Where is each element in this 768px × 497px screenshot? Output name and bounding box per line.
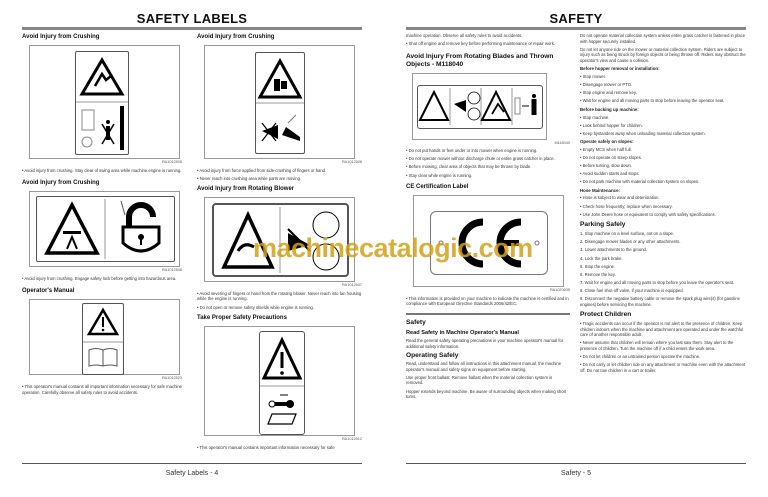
list-item: 4. Lock the park brake. <box>580 255 623 261</box>
warning-decal <box>212 203 349 277</box>
section-heading: Operator's Manual <box>22 288 75 295</box>
page-footer: Safety - 5 <box>561 470 591 477</box>
page-title: SAFETY LABELS <box>136 11 248 26</box>
ce-decal <box>430 211 548 275</box>
list-item: • Do not carry or let children ride on any attachment or machine even with the attachment off. Do not tow children in a cart or trailer. <box>580 362 746 373</box>
warning-decal <box>82 303 124 375</box>
section-heading: Avoid Injury From Rotating Blades and Thrown Objects - M118040 <box>406 52 554 68</box>
list-item: • Empty MCS when half full. <box>580 146 632 152</box>
figure-caption: RA1020635 <box>549 288 570 293</box>
subsection-heading: Operating Safely <box>406 352 459 360</box>
list-item: • Do not park machine with material collection system on slopes. <box>580 179 700 185</box>
warning-decal <box>255 52 305 154</box>
warning-decal <box>259 331 305 435</box>
safety-heading: Safety <box>406 318 426 326</box>
page-footer: Safety Labels - 4 <box>165 470 219 477</box>
section-heading: Take Proper Safety Precautions <box>197 315 287 322</box>
right-page <box>384 0 768 497</box>
operators-manual-label-figure <box>29 299 180 375</box>
warning-decal <box>36 196 175 262</box>
list-item: • Do not let children or an untrained person operate the machine. <box>580 354 701 360</box>
figure-caption: RA1012523 <box>161 376 182 381</box>
left-column <box>22 33 182 398</box>
blades-thrown-objects-icon <box>418 86 541 127</box>
list-item: • Check hose frequently; replace when necessary. <box>580 203 673 209</box>
page-title: SAFETY <box>549 11 603 26</box>
side-crushing-label-figure <box>204 45 355 159</box>
list-item: • Use John Deere hose or equivalent to comply with safety specifications. <box>580 211 716 217</box>
left-column <box>406 33 570 402</box>
list-item: 8. Close fuel shut-off valve, if your machine is equipped. <box>580 287 684 293</box>
section-rule <box>406 313 570 315</box>
figure-caption: RA1012508 <box>161 268 182 273</box>
list-item: 3. Lower attachments to the ground. <box>580 247 648 253</box>
ce-certification-label-figure <box>413 195 564 287</box>
body-text: Use proper front ballast. Remove ballast when the material collection system is removed. <box>406 374 553 386</box>
figure-caption: RA1012512 <box>341 437 362 442</box>
subsection-heading: Operate safely on slopes: <box>580 139 634 145</box>
body-text: Do not operate material collection system unless entire grass catcher is fastened in place with hopper securely installed. <box>580 33 746 44</box>
list-item: • Avoid sudden starts and stops. <box>580 171 640 177</box>
crushing-warning-icon <box>76 52 128 154</box>
list-item: 9. Disconnect the negative battery cable or remove the spark plug wire(s) (for gasoline engines) before servicing the machine. <box>580 296 740 307</box>
bullet-text: • Never reach into crushing area while parts are moving. <box>197 175 302 181</box>
list-item: • Stop machine. <box>580 114 610 120</box>
section-heading: Avoid Injury from Crushing <box>22 180 100 187</box>
body-text: machine operation. Observe all safety rules to avoid accidents. <box>406 33 523 38</box>
bullet-text: • Avoid injury from force applied from side-crushing of fingers or hand. <box>197 167 327 173</box>
bullet-text: • This operator's manual contains important information necessary for safe <box>197 444 335 450</box>
title-rule <box>22 27 362 30</box>
section-heading: Avoid Injury from Crushing <box>22 34 100 40</box>
list-item: • Wait for engine and all moving parts to stop before leaving the operator seat. <box>580 98 725 104</box>
bullet-text: • Shut off engine and remove key before performing maintenance or repair work. <box>406 41 555 47</box>
safety-precautions-label-figure <box>204 326 355 436</box>
list-item: • Do not operate on steep slopes. <box>580 155 642 160</box>
list-item: 7. Wait for engine and all moving parts to stop before you leave the operator's seat. <box>580 279 735 285</box>
bullet-text: • Avoid injury from crushing. Engage safety lock before getting into hazardous area. <box>22 275 177 281</box>
list-item: 6. Remove the key. <box>580 271 616 277</box>
list-item: • Hose is subject to wear and deterioration. <box>580 195 660 201</box>
title-rule <box>406 27 746 30</box>
figure-caption: M118040 <box>554 140 570 145</box>
list-item: • Tragic accidents can occur if the operator is not alert to the presence of children. Keep children indoors when the machine and attachment are operated and under the watchful care of another responsible adult. <box>580 321 744 338</box>
bullet-text: • Before mowing, clear area of objects that may be thrown by blade. <box>406 164 532 170</box>
list-item: • Disengage mower or PTO. <box>580 82 633 88</box>
bullet-text: • This information is provided on your machine to indicate the machine is certified and in compliance with European Directive Standards 2006/42/EC. <box>406 295 569 307</box>
subsection-heading: Read Safety in Machine Operator's Manual <box>406 329 519 336</box>
bullet-text: • Avoid severing of fingers or hand from the rotating blower. Never reach into fan housing while the engine is running. <box>197 290 362 302</box>
footer-rule <box>22 463 362 464</box>
warning-decal <box>417 85 543 129</box>
watermark: machinecatalogic.com <box>253 233 533 263</box>
hand-crush-icon <box>256 53 304 153</box>
manual-warning-icon <box>83 304 123 374</box>
list-item: • Stop mower. <box>580 74 606 80</box>
blower-warning-icon <box>214 205 347 275</box>
list-item: • Stop engine and remove key. <box>580 90 637 96</box>
bullet-text: • This operator's manual contains all important information necessary for safe machine operation. Carefully observe all safety rules to avoid accidents. <box>22 383 182 395</box>
subsection-heading: Before backing up machine: <box>580 106 639 112</box>
list-item: • Keep bystanders away when unloading material collection system. <box>580 130 706 136</box>
body-text: Read, understand and follow all instructions in this attachment manual, the machine operator's manual and safety signs on equipment before starting. <box>406 361 562 372</box>
section-heading: Protect Children <box>580 311 632 319</box>
list-item: • Before turning, slow down. <box>580 163 632 169</box>
body-text: Do not let anyone ride on the mower or material collection system. Riders are subject to injury such as being struck by foreign objects or being thrown off. Riders may obstruct the operator's view and cause a collision. <box>580 46 746 63</box>
subsection-heading: Before hopper removal or installation: <box>580 66 660 72</box>
bullet-text: • Avoid injury from crushing. Stay clear of swing area while machine engine is running. <box>22 167 182 173</box>
bullet-text: • Do not open or remove safety shields while engine is running. <box>197 304 314 310</box>
subsection-heading: Hose Maintenance: <box>580 187 621 193</box>
figure-caption: RA1012507 <box>341 283 362 288</box>
list-item: • Look behind hopper for children. <box>580 122 643 128</box>
rotating-blades-label-figure <box>412 73 547 140</box>
crushing-lock-label-figure <box>29 191 180 267</box>
bullet-text: • Do not operate mower without discharge chute or entire grass catcher in place. <box>406 156 555 162</box>
footer-rule <box>406 463 746 464</box>
crushing-swing-label-figure <box>29 45 180 159</box>
bullet-text: • Stay clear while engine is running. <box>406 172 473 178</box>
section-heading: Avoid Injury from Rotating Blower <box>197 186 295 193</box>
list-item: • Never assume that children will remain where you last saw them. Stay alert to the presence of children. Turn the machine off if a child enters the work area. <box>580 340 734 352</box>
section-heading: Parking Safely <box>580 221 626 229</box>
rotating-blower-label-figure <box>204 197 355 282</box>
precautions-warning-icon <box>260 332 304 434</box>
body-text: Read the general safety operating precautions in your machine operator's manual for additional safety information. <box>406 337 564 349</box>
right-column <box>197 33 362 453</box>
list-item: 1. Stop machine on a level surface, not on a slope. <box>580 231 675 237</box>
warning-decal <box>75 51 129 155</box>
section-heading: CE Certification Label <box>406 184 469 191</box>
crushing-lock-icon <box>37 197 174 261</box>
body-text: Hopper extends beyond machine. Be aware of surrounding objects when making short turns. <box>406 388 567 400</box>
right-column <box>580 33 746 376</box>
section-heading: Avoid Injury from Crushing <box>197 34 275 40</box>
list-item: 2. Disengage mower blades or any other attachments. <box>580 239 681 245</box>
bullet-text: • Do not put hands or feet under or into mower when engine is running. <box>406 148 538 154</box>
list-item: 5. Stop the engine. <box>580 263 616 269</box>
figure-caption: RA1012506 <box>341 160 362 164</box>
figure-caption: RA1012505 <box>161 160 182 164</box>
ce-mark-icon <box>431 212 547 274</box>
